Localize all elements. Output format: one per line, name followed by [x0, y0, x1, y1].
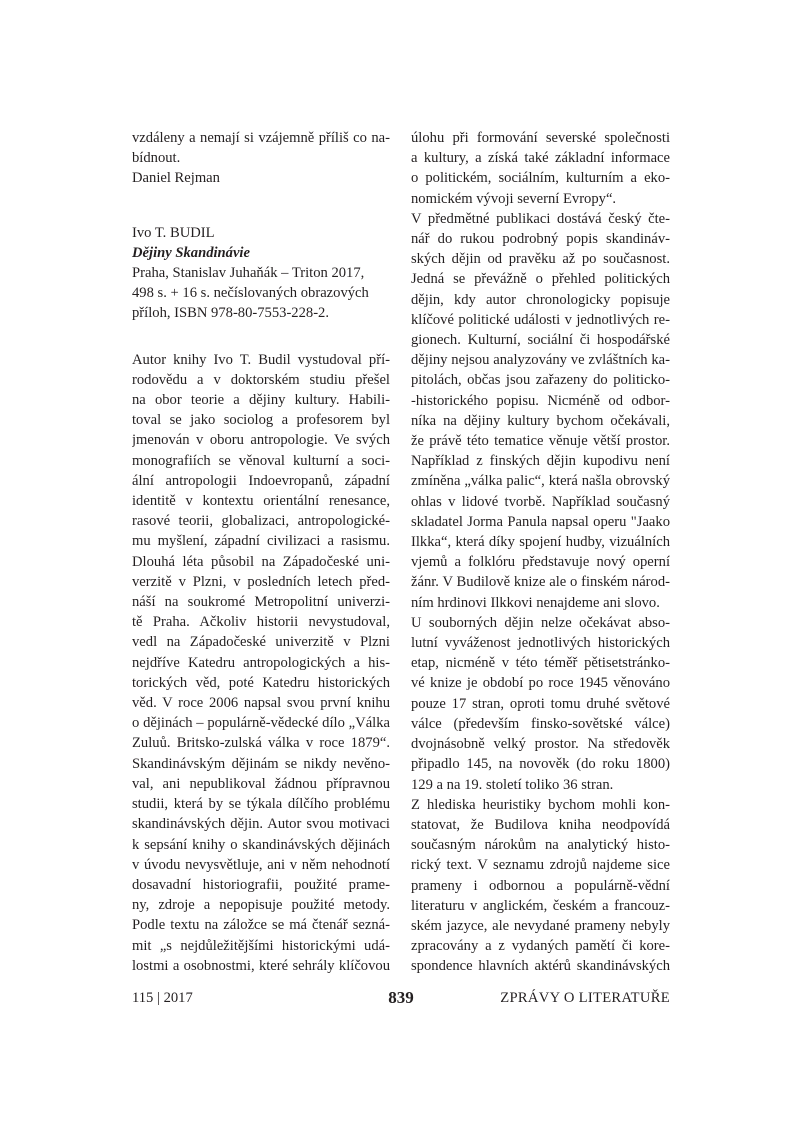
- text-line: že právě této tematice věnuje větší prostor.: [411, 433, 670, 450]
- text-line: níka na dějiny kultury bychom očekávali,: [411, 412, 670, 429]
- text-line: monografiích se věnoval kulturní a soci-: [132, 452, 390, 469]
- text-line: ském jazyce, ale nevydané prameny nebyly: [411, 917, 670, 934]
- publication-line: Praha, Stanislav Juhaňák – Triton 2017,: [132, 265, 365, 282]
- text-line: torických věd, poté Katedru historických: [132, 674, 390, 691]
- text-line: rodovědu a v doktorském studiu přešel: [132, 371, 390, 388]
- text-line: V předmětné publikaci dostává český čte-: [411, 210, 670, 227]
- text-line: připadlo 145, na novověk (do roku 1800): [411, 756, 670, 773]
- text-line: pouze 17 stran, oproti tomu druhé světové: [411, 695, 670, 712]
- text-line: pitolách, občas jsou zařazeny do politicko-: [411, 372, 670, 389]
- paragraph: [411, 795, 670, 977]
- text-line: identitě v kontextu orientální renesance,: [132, 493, 390, 510]
- text-line: val, ani nepublikoval žádnou přípravnou: [132, 775, 390, 792]
- text-line: a kultury, a získá také základní informace: [411, 150, 670, 167]
- text-line: na obor teorie a dějiny kultury. Habili-: [132, 392, 390, 409]
- text-line: dějiny nejsou analyzovány ve zvláštních ka-: [411, 352, 670, 369]
- publication-line: příloh, ISBN 978-80-7553-228-2.: [132, 305, 330, 322]
- review-body-right: [411, 128, 670, 977]
- text-line: ských dějin od pravěku až po současnost.: [411, 251, 670, 268]
- text-line: prameny i odbornou a populárně-vědní: [411, 877, 670, 894]
- text-line: Skandinávským dějinám se nikdy nevěno-: [132, 755, 390, 772]
- text-line: nomickém vývoji severní Evropy“.: [411, 190, 617, 207]
- text-line: Ilkka“, která díky spojení hudby, vizuálních: [411, 534, 670, 551]
- text-line: statovat, že Budilova kniha neodpovídá: [411, 816, 670, 833]
- text-line: úlohu při formování severské společnosti: [411, 130, 670, 146]
- text-line: Dlouhá léta působil na Západočeské uni-: [132, 553, 390, 570]
- paragraph: [411, 128, 670, 209]
- text-line: lutní vyváženost jednotlivých historických: [411, 635, 670, 652]
- text-line: gionech. Kulturní, sociální či hospodářské: [411, 332, 670, 349]
- text-line: Například z finských dějin kupodivu není: [411, 453, 670, 470]
- text-line: etap, nicméně v této téměř pětisetstránko-: [411, 655, 670, 672]
- text-line: Autor knihy Ivo T. Budil vystudoval pří-: [132, 351, 390, 368]
- text-line: dosavadní historiografii, použité prame-: [132, 876, 390, 893]
- review-header: [132, 223, 390, 324]
- text-line: klíčové politické události v jednotlivých re-: [411, 311, 670, 328]
- text-line: ny, zdroje a nepopisuje použité metody.: [132, 897, 390, 914]
- text-line: mit „s nejdůležitějšími historickými udá-: [132, 937, 390, 954]
- right-column: [411, 128, 670, 977]
- text-line: literaturu v anglickém, českém a francouz-: [411, 897, 670, 914]
- text-line: o politickém, sociálním, kulturním a eko-: [411, 170, 670, 187]
- text-line: nář do rukou podrobný popis skandináv-: [411, 231, 670, 248]
- text-line: současným nárokům na analytický histo-: [411, 837, 670, 854]
- text-line: -historického popisu. Nicméně od odbor-: [411, 392, 670, 409]
- text-line: zpracovány a z vydaných pamětí či kore-: [411, 938, 670, 955]
- text-line: ním hrdinovi Ilkkovi nenajdeme ani slovo.: [411, 594, 660, 611]
- text-line: U souborných dějin nelze očekávat abso-: [411, 614, 670, 631]
- text-line: dvojnásobně velký prostor. Na středověk: [411, 736, 670, 753]
- text-line: válce (především finsko-sovětské válce): [411, 715, 670, 732]
- text-line: skandinávských dějin. Autor svou motivaci: [132, 816, 390, 833]
- text-line: zmíněna „válka palic“, která našla obrovský: [411, 473, 670, 490]
- section-title: ZPRÁVY O LITERATUŘE: [500, 990, 670, 1006]
- text-line: verzitě v Plzni, v posledních letech před-: [132, 573, 390, 590]
- text-line: vedl na Západočeské univerzitě v Plzni: [132, 634, 390, 651]
- text-line: toval se jako sociolog a profesorem byl: [132, 412, 390, 429]
- text-line: k sepsání knihy o skandinávských dějinách: [132, 836, 390, 853]
- signature: Daniel Rejman: [132, 170, 220, 187]
- paragraph: [411, 613, 670, 795]
- left-column: [132, 128, 390, 976]
- text-line: vjemů a folklóru představuje nový operní: [411, 554, 670, 571]
- text-line: v úvodu nevysvětluje, ani v něm nehodnotí: [132, 856, 390, 873]
- text-line: tě Praha. Ačkoliv historii nevystudoval,: [132, 614, 390, 631]
- text-line: žánr. V Budilově knize ale o finském národ-: [411, 574, 670, 591]
- text-line: ohlas v lidové tvorbě. Například současný: [411, 493, 670, 510]
- paragraph: [411, 209, 670, 613]
- text-line: bídnout.: [132, 150, 181, 167]
- text-line: náší na soukromé Metropolitní univerzi-: [132, 594, 390, 611]
- text-line: mu myšlení, západní civilizaci a rasismu.: [132, 533, 390, 550]
- text-line: rický text. V seznamu zdrojů najdeme sice: [411, 857, 670, 874]
- text-line: ální antropologii Indoevropanů, západní: [132, 472, 390, 489]
- text-line: skladatel Jorma Panula napsal operu "Jaako: [411, 513, 670, 530]
- review-body-left: [132, 350, 390, 976]
- review-title: Dějiny Skandinávie: [132, 244, 250, 261]
- text-line: o dějinách – populárně-vědecké dílo „Válka: [132, 715, 390, 732]
- text-line: spondence hlavních aktérů skandinávských: [411, 958, 670, 975]
- text-line: rasové teorii, globalizaci, antropologické-: [132, 513, 390, 530]
- text-line: Podle textu na záložce se má čtenář sezná-: [132, 917, 390, 934]
- review-author: Ivo T. BUDIL: [132, 224, 215, 241]
- text-line: věd. V roce 2006 napsal svou první knihu: [132, 695, 390, 712]
- text-line: studii, která by se týkala dílčího problému: [132, 796, 390, 813]
- text-line: Jedná se převážně o přehled politických: [411, 271, 670, 288]
- text-line: 129 a na 19. století toliko 36 stran.: [411, 776, 614, 793]
- text-line: jmenován v oboru antropologie. Ve svých: [132, 432, 390, 449]
- text-line: vzdáleny a nemají si vzájemně příliš co na-: [132, 130, 390, 146]
- issue-number: 115 | 2017: [132, 990, 193, 1006]
- text-line: lostmi a osobnostmi, které sehrály klíčovou: [132, 957, 390, 974]
- text-line: Z hlediska heuristiky bychom mohli kon-: [411, 796, 670, 813]
- text-line: Zuluů. Britsko-zulská válka v roce 1879“.: [132, 735, 390, 752]
- text-line: vé knize je období po roce 1945 věnováno: [411, 675, 670, 692]
- text-line: nejdříve Katedru antropologických a his-: [132, 654, 390, 671]
- publication-line: 498 s. + 16 s. nečíslovaných obrazových: [132, 285, 369, 302]
- page-number: 839: [388, 988, 414, 1007]
- continuation-text: [132, 128, 390, 168]
- text-line: dějin, kdy autor chronologicky popisuje: [411, 291, 670, 308]
